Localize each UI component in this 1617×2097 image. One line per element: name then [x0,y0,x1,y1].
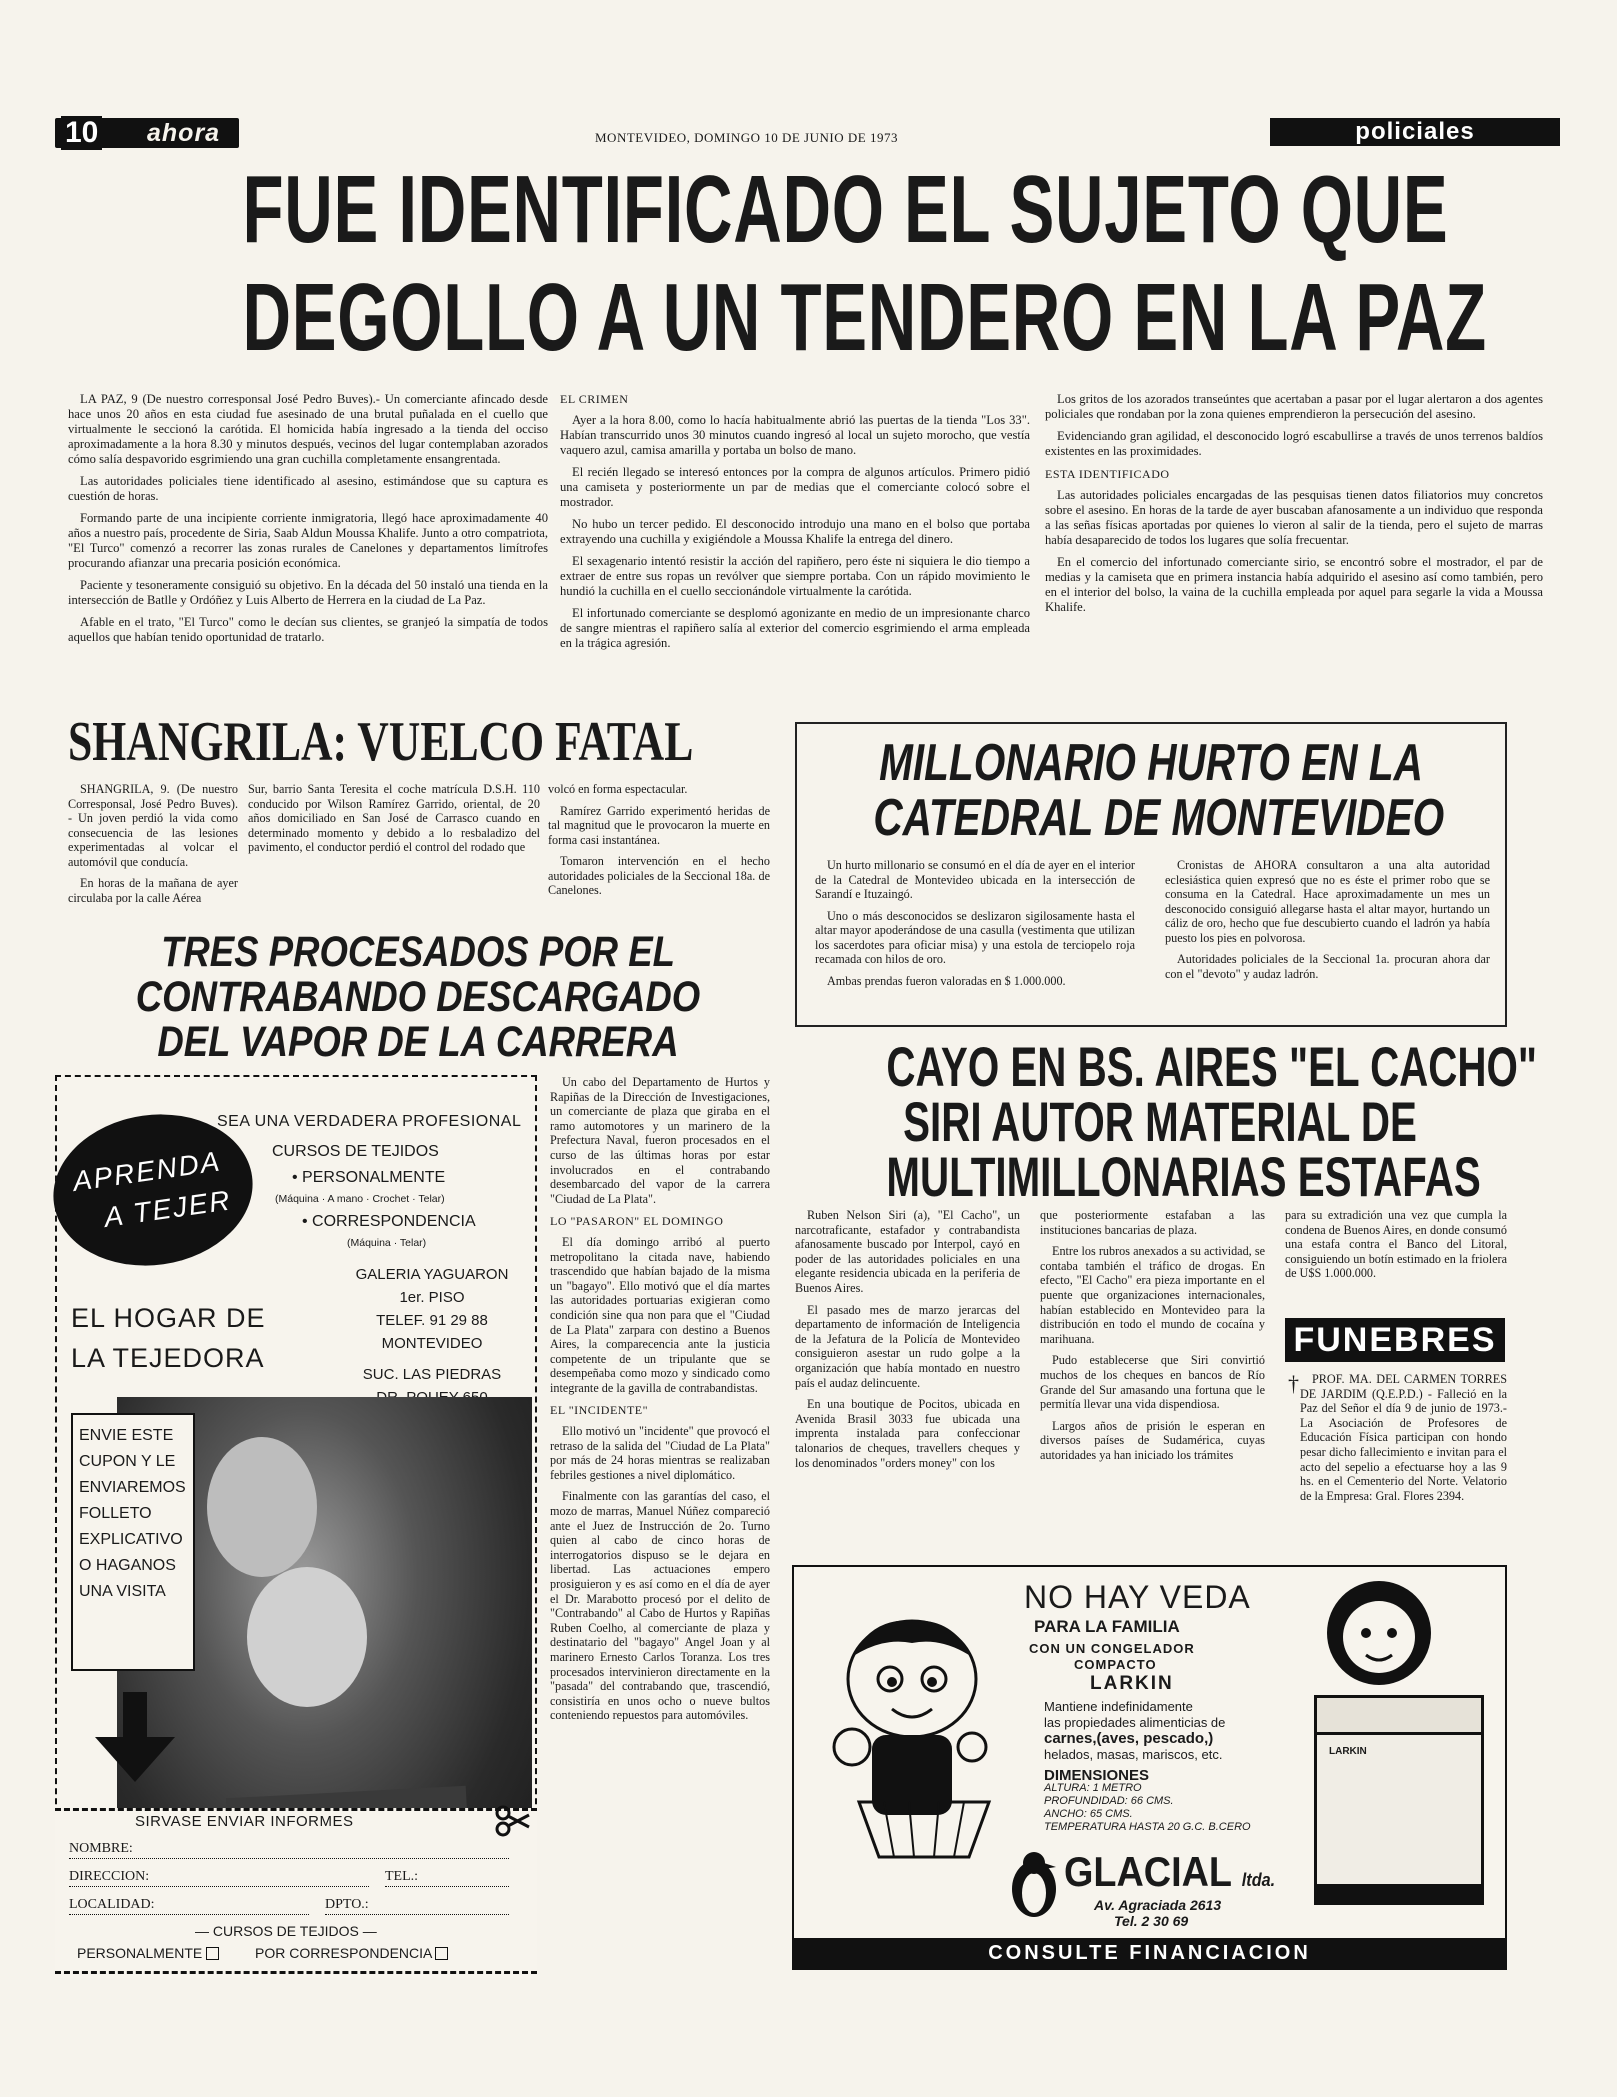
shangrila-col3-p3: Tomaron intervención en el hecho autoridades policiales de la Seccional 18a. de Canelones. [548,854,770,897]
shangrila-column-1 [68,782,238,912]
down-arrow-icon [95,1692,175,1782]
shangrila-column-2 [248,782,540,862]
lead-subhead-crimen: EL CRIMEN [560,392,629,406]
lead-headline-1: FUE IDENTIFICADO EL SUJETO QUE [242,156,1449,263]
ad-glacial-desc-4: helados, masas, mariscos, etc. [1044,1747,1223,1762]
ad-glacial-dim-3: ANCHO: 65 CMS. [1044,1808,1133,1820]
lead-col1-p4: Paciente y tesoneramente consiguió su objetivo. En la década del 50 instaló una tienda en la intersección de Batlle y Ordóñez y Luis Alberto de Herrera en la ciudad de La Paz. [68,578,548,607]
freezer-icon [1314,1695,1484,1905]
page-header [55,118,1560,150]
catedral-col1-p2: Uno o más desconocidos se deslizaron sigilosamente hasta el altar mayor apoderándose de una casulla (vestimenta que utilizan los sacerdotes para oficiar misa) y una estola de terciopelo roja recamada con hilos de oro. [815,908,1135,966]
cacho-col1-p3: En una boutique de Pocitos, ubicada en Avenida Brasil 3033 fue ubicada una imprenta instalada para confeccionar talonarios de cheques, travellers cheques y los denominados "orders money" con los [795,1397,1020,1470]
lead-col3-p3: Las autoridades policiales encargadas de las pesquisas tienen datos filiatorios muy concretos sobre el asesino. En horas de la tarde de ayer buscaban afanosamente a un individuo que responda a las señas físicas aportadas por quienes lo vieron al salir de la tienda, pero el sujeto de marras había desaparecido de todos los lugares que solía frecuentar. [1045,488,1543,547]
contrabando-subhead-domingo: LO "PASARON" EL DOMINGO [550,1214,724,1229]
coupon-courses-label: — CURSOS DE TEJIDOS — [195,1923,377,1939]
catedral-col1-p3: Ambas prendas fueron valoradas en $ 1.000.000. [827,973,1066,988]
bullet-icon: • [292,1169,303,1186]
lead-col2-p1: Ayer a la hora 8.00, como lo hacía habitualmente abrió las puertas de la tienda "Los 33". Habían transcurrido unos 30 minutos cuando ingresó al local un sujeto morocho, que vestía vaquero azul, camisa amarilla y portaba un bolso de mano. [560,413,1030,457]
ad-tejer-cta-box [71,1413,195,1671]
freezer-base [1317,1884,1481,1902]
shangrila-col3-p2: Ramírez Garrido experimentó heridas de tal magnitud que le provocaron la muerte en forma casi instantánea. [548,803,770,847]
basket-icon [854,1792,994,1862]
checkbox-icon[interactable] [206,1947,219,1960]
lead-col2-p2: El recién llegado se interesó entonces por la compra de algunos artículos. Primero pidió una camiseta y posteriormente un par de medias que el comerciante colocó sobre el mostrador. [560,465,1030,509]
ad-glacial-desc-2: las propiedades alimenticias de [1044,1715,1226,1730]
coupon-field-localidad[interactable] [69,1897,309,1915]
ad-glacial-address: Av. Agraciada 2613 [1094,1897,1222,1913]
cacho-col2-p2: Entre los rubros anexados a su actividad, se contaba también el tráfico de drogas. En efecto, "El Cacho" era pieza importante en el puente que organizaciones internacionales, habían establecido en Montevideo para la distribución en todo el mundo de cocaína y marihuana. [1040,1244,1265,1346]
ad-glacial-brand: LARKIN [1090,1673,1174,1694]
eskimo-icon [1314,1575,1444,1695]
ad-glacial-title-2: PARA LA FAMILIA [1034,1617,1180,1636]
coupon-label-nombre: NOMBRE: [69,1841,133,1856]
cacho-col2-p1: que posteriormente estafaban a las instituciones bancarias de plaza. [1040,1208,1265,1237]
shangrila-col1-p2: En horas de la mañana de ayer circulaba por la calle Aérea [68,876,238,905]
ad-tejer-addr-1: GALERIA YAGUARON [355,1266,509,1283]
coupon-label-localidad: LOCALIDAD: [69,1897,155,1912]
contrabando-p1: Un cabo del Departamento de Hurtos y Rapiñas de la Dirección de Investigaciones, un comerciante de plaza que giraba en el ramo automotores y un marinero de la Prefectura Naval, fueron procesados en el curso de las últimas horas por estar involucrados en el contrabando desembarcado del vapor de la carrera "Ciudad de La Plata". [550,1075,770,1206]
ad-glacial-phone: Tel. 2 30 69 [1114,1913,1189,1929]
ad-tejer-addr-2: 1er. PISO [399,1289,465,1306]
masthead-brand: ahora [147,119,221,147]
catedral-col2-p2: Autoridades policiales de la Seccional 1a. procuran ahora dar con el "devoto" y audaz ladrón. [1165,952,1490,981]
ad-glacial-dims-title: DIMENSIONES [1044,1767,1150,1784]
ad-tejer-cta-3: ENVIAREMOS [79,1479,186,1496]
ad-glacial-company-suffix: ltda. [1241,1870,1276,1890]
ad-tejer-bullet-2-sub: (Máquina · Telar) [347,1237,427,1249]
lead-headline-2: DEGOLLO A UN TENDERO EN LA PAZ [242,264,1487,371]
catedral-col1-p1: Un hurto millonario se consumó en el día de ayer en el interior de la Catedral de Montevideo ubicada en la intersección de Sarandí e Ituzaingó. [815,858,1135,901]
coupon-field-direccion[interactable] [69,1869,369,1887]
coupon-option-corresp-label: POR CORRESPONDENCIA [255,1945,432,1961]
contrabando-p2: El día domingo arribó al puerto metropolitano la citada nave, habiendo trascendido que habían bajado de la misma un "bagayo". Ello motivó que el día martes las autoridades portuarias exigieran como condición sine qua non para que el "Ciudad de La Plata" zarpara con destino a Buenos Aires, la comparecencia ante la justicia competente de un tripulante que se desempeñaba como mozo y sindicado como integrante de la gavilla de contrabandistas. [550,1234,770,1395]
ad-tejer-bullet-1 [292,1169,445,1187]
coupon-label-tel: TEL.: [385,1869,419,1884]
catedral-headline-2: CATEDRAL DE MONTEVIDEO [873,789,1445,847]
ad-tejer-badge-line-2: A TEJER [102,1184,234,1233]
coupon-bottom-dashes [55,1971,537,1974]
coupon-title: SIRVASE ENVIAR INFORMES [135,1813,354,1830]
lead-col3-p2: Evidenciando gran agilidad, el desconocido logró escabullirse a través de unos terrenos baldíos existentes en las proximidades. [1045,429,1543,458]
cacho-col1-p2: El pasado mes de marzo jerarcas del departamento de información de Inteligencia de la Jefatura de la Policía de Montevideo consiguieron asestar un rudo golpe a la organización que había montado en nuestro país el audaz delincuente. [795,1302,1020,1390]
cacho-column-2 [1040,1208,1265,1470]
coupon-field-tel[interactable] [385,1869,509,1887]
ad-tejer-addr-3: TELEF. 91 29 88 [376,1312,488,1329]
ad-tejer-cta-5: EXPLICATIVO [79,1531,183,1548]
lead-col1-p1: LA PAZ, 9 (De nuestro corresponsal José Pedro Buves).- Un comerciante afincado desde hace unos 20 años en esta ciudad fue asesinado de una brutal puñalada en el cuello que virtualmente le seccionó la carótida. El homicida había ingresado a la tienda del occiso aproximadamente a la hora 8.30 y minutos después, vecinos del lugar contemplaban azorados cómo salía despavorido esgrimiendo una gran cuchilla completamente ensangrentada. [68,392,548,466]
bullet-icon: • [302,1213,313,1230]
catedral-headline-1: MILLONARIO HURTO EN LA [879,734,1423,792]
lead-column-3 [1045,392,1543,622]
cacho-headline-3: MULTIMILLONARIAS ESTAFAS [886,1145,1481,1208]
lead-col2-p3: No hubo un tercer pedido. El desconocido introdujo una mano en el bolso que portaba extrayendo una cuchilla y exigiéndole a Moussa Khalife la entrega del dinero. [560,517,1030,546]
freezer-label: LARKIN [1329,1746,1367,1757]
shangrila-column-3 [548,782,770,905]
ad-tejer-bullet-1-sub: (Máquina · A mano · Crochet · Telar) [275,1193,445,1205]
contrabando-headline-1: TRES PROCESADOS POR EL [161,928,675,976]
shangrila-col3-p1: volcó en forma espectacular. [548,782,688,796]
cacho-col1-p1: Ruben Nelson Siri (a), "El Cacho", un narcotraficante, estafador y contrabandista afanosamente buscado por Interpol, cayó en poder de las autoridades policiales en una elegante residencia ubicada en la periferia de Buenos Aires. [795,1208,1020,1295]
lead-col2-p4: El sexagenario intentó resistir la acción del rapiñero, pero éste ni siquiera le dio tiempo a extraer de entre sus ropas un revólver que siempre portaba. Con un rápido movimiento le hundió la cuchilla en el cuello seccionándole virtualmente la carótida. [560,554,1030,598]
ad-glacial-dim-4: TEMPERATURA HASTA 20 G.C. B.CERO [1044,1821,1251,1833]
cacho-col2-p3: Pudo establecerse que Siri convirtió muchos de los cheques en bancos de Río Grande del Sur amasando una fortuna que le permitía llevar una vida dispendiosa. [1040,1353,1265,1412]
ad-tejer-cta-4: FOLLETO [79,1505,152,1522]
cacho-column-3 [1285,1208,1507,1288]
ad-tejer-cta-7: UNA VISITA [79,1583,166,1600]
cacho-headline-2: SIRI AUTOR MATERIAL DE [903,1090,1417,1153]
lead-subhead-identificado: ESTA IDENTIFICADO [1045,467,1170,481]
cacho-col3-p1: para su extradición una vez que cumpla la condena de Buenos Aires, en donde consumó una estafa contra el Banco del Litoral, consiguiendo un botín estimado en la friolera de U$S 1.000.000. [1285,1208,1507,1281]
coupon-option-corresp[interactable] [255,1945,448,1961]
page-number: 10 [61,116,102,150]
funebres-cross-icon: † [1288,1371,1299,1396]
coupon-field-nombre[interactable] [69,1841,509,1859]
ad-tejer-tagline: SEA UNA VERDADERA PROFESIONAL [217,1113,522,1130]
catedral-col2-p1: Cronistas de AHORA consultaron a una alta autoridad eclesiástica quien expresó que no es éste el primer robo que se consuma en la Catedral. Hace aproximadamente un mes un desconocido consiguió allegarse hasta el altar mayor, hurtando un cáliz de oro, hecho que fue descubierto cuando el ladrón ya había puesto los pies en polvorosa. [1165,858,1490,945]
cacho-col2-p4: Largos años de prisión le esperan en diversos países de Sudamérica, cuyas autoridades ya han iniciado los trámites [1040,1418,1265,1462]
photo-woman-2 [247,1567,367,1707]
coupon-form [55,1808,537,1978]
lead-col2-p5: El infortunado comerciante se desplomó agonizante en medio de un impresionante charco de sangre mientras el rapiñero salía al exterior del comercio esgrimiendo el arma empleada en la trágica agresión. [560,606,1030,650]
cacho-headline-1: CAYO EN BS. AIRES "EL CACHO" [886,1035,1538,1098]
section-label: policiales [1270,118,1560,146]
ad-tejer-bullet-2 [302,1213,476,1231]
page-number-box [55,118,239,148]
freezer-lid [1314,1695,1484,1735]
ad-tejer-badge-line-1: APRENDA [70,1145,224,1197]
ad-glacial-dims [1044,1769,1251,1834]
funebres-text: PROF. MA. DEL CARMEN TORRES DE JARDIM (Q.E.P.D.) - Falleció en la Paz del Señor el día 9 de junio de 1973.- La Asociación de Profesores de Educación Física participan con hondo pesar dicho fallecimiento e invitan para el acto del sepelio a efectuarse hoy a las 9 hs. en el Cementerio del Norte. Velatorio de la Empresa: Gral. Flores 2394. [1300,1372,1507,1503]
contrabando-p3: Ello motivó un "incidente" que provocó el retraso de la salida del "Ciudad de La Plata" por más de 24 horas mientras se realizaban febriles gestiones a nivel diplomático. [550,1424,770,1482]
contrabando-headline-3: DEL VAPOR DE LA CARRERA [157,1018,679,1066]
dateline: MONTEVIDEO, DOMINGO 10 DE JUNIO DE 1973 [595,130,898,145]
ad-glacial-company-name: GLACIAL [1064,1848,1232,1895]
catedral-column-2 [1165,858,1490,988]
lead-col3-p4: En el comercio del infortunado comerciante sirio, se encontró sobre el mostrador, el par de medias y la camiseta que en primera instancia había adquirido el asesino así como también, pero en el interior del bolso, la vaina de la cuchilla empleada por aquel para segarle la vida a Moussa Khalife. [1045,555,1543,614]
ad-glacial [792,1565,1507,1970]
ad-tejer-bullet-1-text: PERSONALMENTE [302,1169,446,1186]
ad-glacial-footer: CONSULTE FINANCIACION [794,1938,1505,1968]
lead-column-1 [68,392,548,652]
ad-tejer-cta-2: CUPON Y LE [79,1453,176,1470]
ad-tejer-bullet-2-text: CORRESPONDENCIA [312,1213,476,1230]
lead-col1-p3: Formando parte de una incipiente corriente inmigratoria, llegó hace aproximadamente 40 años a nuestro país, procedente de Siria, Saab Aldun Moussa Khalife. Junto a otro compatriota, "El Turco" comenzó a recorrer las zonas rurales de Canelones y departamentos limítrofes procurando afianzar una precaria posición económica. [68,511,548,570]
ad-glacial-desc-3: carnes,(aves, pescado,) [1044,1730,1214,1747]
cacho-column-1 [795,1208,1020,1477]
contrabando-subhead-incidente: EL "INCIDENTE" [550,1403,648,1418]
shangrila-col1-p1: SHANGRILA, 9. (De nuestro Corresponsal, José Pedro Buves). - Un joven perdió la vida como consecuencia de las lesiones experimentadas al volcar el automóvil que conducía. [68,782,238,869]
penguin-logo-icon [1004,1849,1064,1919]
contrabando-column [550,1075,770,1730]
coupon-option-personal[interactable] [77,1945,219,1961]
contrabando-headline-2: CONTRABANDO DESCARGADO [135,973,701,1021]
ad-glacial-title-1: NO HAY VEDA [1024,1579,1251,1615]
ad-tejer-brand-1: EL HOGAR DE [71,1303,266,1333]
ad-glacial-dim-2: PROFUNDIDAD: 66 CMS. [1044,1795,1174,1807]
ad-tejer-brand-2: LA TEJEDORA [71,1343,265,1373]
funebres-title: FUNEBRES [1285,1318,1505,1362]
lead-col1-p5: Afable en el trato, "El Turco" como le decían sus clientes, se granjeó la simpatía de todos aquellos que habían tenido oportunidad de tratarlo. [68,615,548,644]
catedral-column-1 [815,858,1135,995]
ad-tejer-cta-1: ENVIE ESTE [79,1427,174,1444]
ad-glacial-line-1: CON UN CONGELADOR [1029,1641,1195,1656]
shangrila-headline: SHANGRILA: VUELCO FATAL [68,711,694,773]
lead-col3-p1: Los gritos de los azorados transeúntes que acertaban a pasar por el lugar alertaron a dos agentes policiales que rondaban por la zona quienes emprendieron la persecución del asesino. [1045,392,1543,421]
coupon-label-dpto: DPTO.: [325,1897,369,1912]
coupon-option-personal-label: PERSONALMENTE [77,1945,203,1961]
checkbox-icon[interactable] [435,1947,448,1960]
ad-tejer-courses-title: CURSOS DE TEJIDOS [272,1143,439,1160]
ad-glacial-desc [1044,1699,1225,1763]
shangrila-col2-p1: Sur, barrio Santa Teresita el coche matrícula D.S.H. 110 conducido por Wilson Ramírez Garrido, oriental, de 20 años domiciliado en San José de Carrasco cuando en determinado momento y debido a lo resbaladizo del pavimento, el conductor perdió el control del rodado que [248,782,540,854]
coupon-field-dpto[interactable] [325,1897,509,1915]
ad-tejer-addr-5: SUC. LAS PIEDRAS [362,1366,502,1383]
lead-column-2 [560,392,1030,658]
ad-glacial-company [1064,1849,1275,1903]
scissors-icon [495,1803,531,1839]
coupon-label-direccion: DIRECCION: [69,1869,150,1884]
ad-glacial-line-2: COMPACTO [1074,1657,1157,1672]
ad-tejer-cta-6: O HAGANOS [79,1557,176,1574]
photo-woman-1 [207,1437,317,1577]
contrabando-p4: Finalmente con las garantías del caso, el mozo de marras, Manuel Núñez compareció ante el Juez de Instrucción de 2o. Turno quien al cabo de cinco horas de interrogatorios dispuso se le dejara en libertad. Las actuaciones empero prosiguieron y es así como en el día de ayer el Dr. Marabotto procesó por el delito de "Contrabando" al Cabo de Hurtos y Rapiñas Ruben Coelho, al comerciante de plaza y destinatario del "bagayo" Angel Joan y al marinero Ernesto Carlos Toranza. Los tres procesados intervinieron directamente en la "pasada" del contrabando que, trascendió, consistiría en unos ocho o nueve bultos conteniendo repuestos para automóviles. [550,1489,770,1723]
ad-tejer-addr-4: MONTEVIDEO [381,1335,483,1352]
ad-glacial-dim-1: ALTURA: 1 METRO [1044,1782,1142,1794]
ad-glacial-desc-1: Mantiene indefinidamente [1044,1699,1193,1714]
lead-col1-p2: Las autoridades policiales tiene identificado al asesino, estimándose que su captura es cuestión de horas. [68,474,548,503]
